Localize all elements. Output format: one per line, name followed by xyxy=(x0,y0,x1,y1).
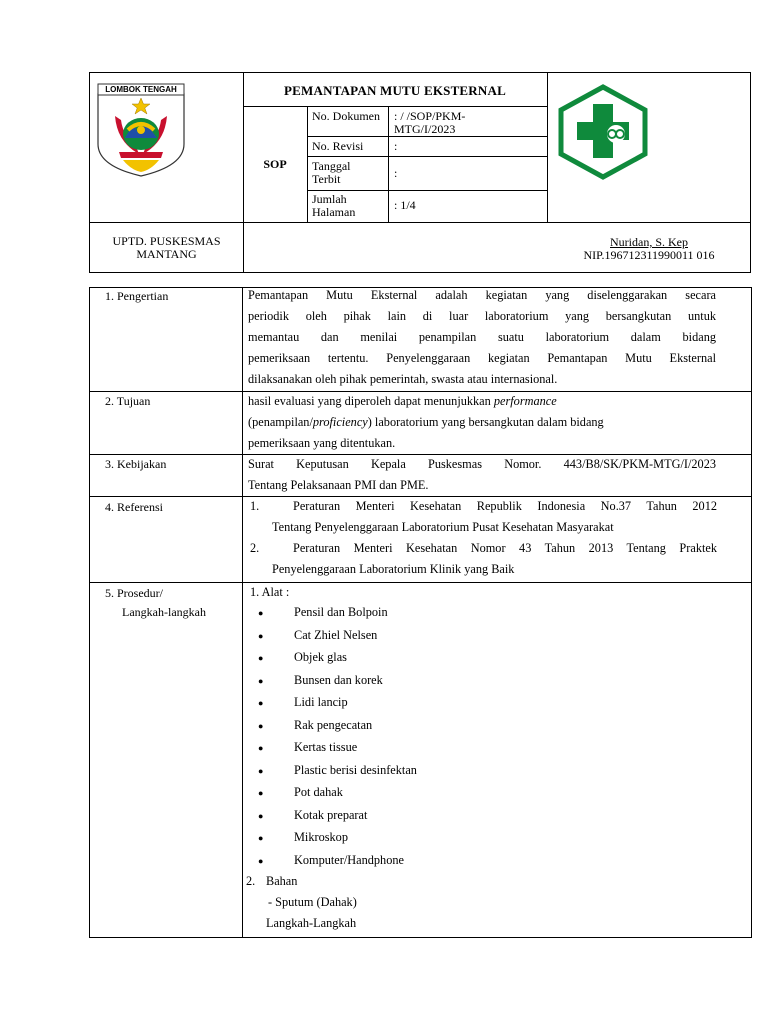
divider xyxy=(547,72,548,222)
pages-value: : 1/4 xyxy=(394,198,416,212)
section-label-langkah: Langkah-langkah xyxy=(122,605,206,619)
puskesmas-logo xyxy=(557,84,649,180)
divider xyxy=(307,156,547,157)
alat-item: Bunsen dan korek xyxy=(294,672,383,687)
tujuan-italic: performance xyxy=(493,394,557,408)
alat-item: Kotak preparat xyxy=(294,807,368,822)
tujuan-line xyxy=(248,412,718,433)
puskesmas-cross-icon xyxy=(557,84,649,180)
bullet-icon: ● xyxy=(258,630,264,641)
date-value: : xyxy=(394,166,398,180)
section-label-kebijakan: 3. Kebijakan xyxy=(105,457,167,471)
referensi-line: Peraturan Menteri Kesehatan Nomor 43 Tahun 2013 Tentang Praktek xyxy=(293,541,717,555)
signer-name: Nuridan, S. Kep xyxy=(610,235,688,249)
divider xyxy=(388,106,389,222)
bullet-icon: ● xyxy=(258,608,264,618)
page-title: PEMANTAPAN MUTU EKSTERNAL xyxy=(284,83,506,98)
pages-label: Jumlah Halaman xyxy=(312,192,356,219)
divider xyxy=(307,106,308,222)
bullet-icon: ● xyxy=(258,675,264,686)
pengertian-line: memantau dan menilai penampilan suatu laboratorium dalam bidang xyxy=(248,330,716,344)
tujuan-text: hasil evaluasi yang diperoleh dapat menunjukkan xyxy=(248,394,494,408)
bullet-icon: ● xyxy=(258,698,264,708)
tujuan-text: (penampilan/ xyxy=(248,415,313,429)
crest-icon xyxy=(95,82,187,178)
alat-item: Plastic berisi desinfektan xyxy=(294,762,417,777)
alat-item: Pensil dan Bolpoin xyxy=(294,605,388,619)
alat-item: Cat Zhiel Nelsen xyxy=(294,627,378,642)
tujuan-line xyxy=(248,391,718,412)
bullet-icon: ● xyxy=(258,810,264,821)
section-label-prosedur: 5. Prosedur/ xyxy=(105,586,163,600)
lombok-tengah-logo xyxy=(95,82,187,178)
org-name: UPTD. PUSKESMAS MANTANG xyxy=(112,234,221,261)
langkah-heading: Langkah-Langkah xyxy=(266,916,357,930)
bullet-icon: ● xyxy=(258,653,264,663)
pengertian-line: dilaksanakan oleh pihak pemerintah, swasta atau internasional. xyxy=(248,372,558,386)
divider xyxy=(243,72,244,273)
pengertian-line: pemeriksaan tertentu. Penyelenggaraan kegiatan Pemantapan Mutu Eksternal xyxy=(248,351,716,365)
revision-value: : xyxy=(394,139,398,153)
pengertian-line: Pemantapan Mutu Eksternal adalah kegiatan yang diselenggarakan secara xyxy=(248,288,716,302)
alat-item: Mikroskop xyxy=(294,830,348,844)
signer-nip: NIP.196712311990011 016 xyxy=(583,248,715,262)
referensi-line: Tentang Penyelenggaraan Laboratorium Pusat Kesehatan Masyarakat xyxy=(272,520,614,534)
doc-no-value: : / /SOP/PKM-MTG/I/2023 xyxy=(394,109,466,136)
bahan-item: - Sputum (Dahak) xyxy=(268,895,357,909)
alat-item: Rak pengecatan xyxy=(294,717,373,732)
alat-heading: 1. Alat : xyxy=(250,585,290,599)
bullet-icon: ● xyxy=(258,743,264,753)
divider xyxy=(307,136,547,137)
referensi-line: Penyelenggaraan Laboratorium Klinik yang Baik xyxy=(272,562,515,576)
bullet-icon: ● xyxy=(258,788,264,798)
tujuan-line: pemeriksaan yang ditentukan. xyxy=(248,436,396,450)
logo-text: LOMBOK TENGAH xyxy=(105,85,177,94)
alat-item: Kertas tissue xyxy=(294,740,358,754)
section-label-referensi: 4. Referensi xyxy=(105,500,163,514)
sop-label: SOP xyxy=(263,157,287,171)
kebijakan-line: Surat Keputusan Kepala Puskesmas Nomor. 443/B8/SK/PKM-MTG/I/2023 xyxy=(248,457,716,471)
tujuan-italic: proficiency xyxy=(312,415,368,429)
divider xyxy=(307,190,547,191)
divider xyxy=(89,582,752,583)
alat-item: Lidi lancip xyxy=(294,695,348,709)
doc-no-label: No. Dokumen xyxy=(312,109,380,123)
divider xyxy=(243,106,547,107)
revision-label: No. Revisi xyxy=(312,139,364,153)
bahan-heading: Bahan xyxy=(266,874,298,888)
referensi-line: Peraturan Menteri Kesehatan Republik Indonesia No.37 Tahun 2012 xyxy=(293,499,717,513)
pengertian-line: periodik oleh pihak lain di luar laboratorium yang bersangkutan untuk xyxy=(248,309,716,323)
date-label: Tanggal Terbit xyxy=(312,159,351,186)
referensi-num: 2. xyxy=(250,541,260,555)
alat-item: Pot dahak xyxy=(294,785,343,799)
bullet-icon: ● xyxy=(258,855,264,866)
divider xyxy=(242,287,243,938)
bullet-icon: ● xyxy=(258,765,264,776)
bullet-icon: ● xyxy=(258,720,264,731)
divider xyxy=(89,222,751,223)
alat-item: Komputer/Handphone xyxy=(294,852,404,867)
section-label-pengertian: 1. Pengertian xyxy=(105,289,169,303)
alat-item: Objek glas xyxy=(294,650,347,664)
referensi-num: 1. xyxy=(250,499,260,513)
section-label-tujuan: 2. Tujuan xyxy=(105,394,151,408)
bahan-num: 2. xyxy=(246,874,256,888)
bullet-icon: ● xyxy=(258,833,264,843)
kebijakan-line: Tentang Pelaksanaan PMI dan PME. xyxy=(248,478,429,492)
tujuan-text: ) laboratorium yang bersangkutan dalam bidang xyxy=(367,415,604,429)
